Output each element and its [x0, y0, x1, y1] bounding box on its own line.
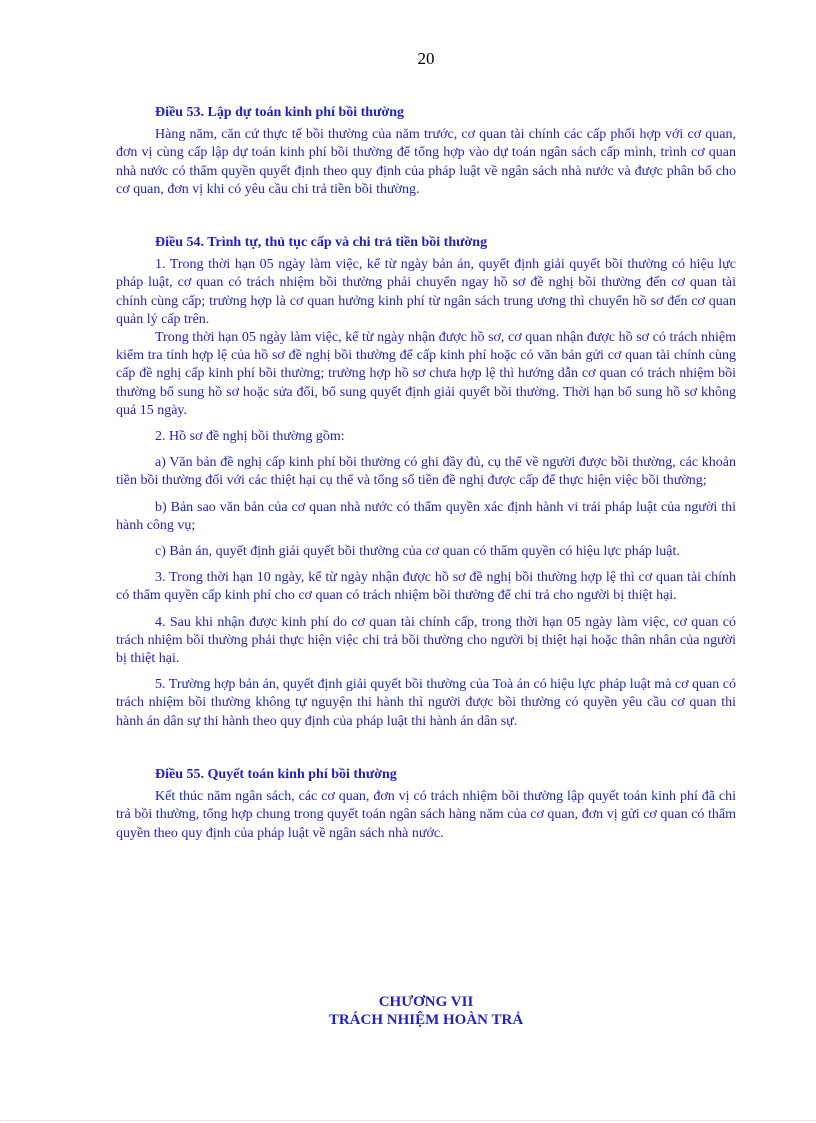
page-number: 20 [417, 49, 435, 68]
article-paragraph: Hàng năm, căn cứ thực tế bồi thường của năm trước, cơ quan tài chính các cấp phối hợp với cơ quan, đơn vị cùng cấp lập dự toán kinh phí bồi thường để tổng hợp vào dự toán ngân sách cấp mình, trình cơ quan nhà nước có thẩm quyền quyết định theo quy định của pháp luật về ngân sách nhà nước và được phân bổ cho cơ quan, đơn vị khi có yêu cầu chi trả tiền bồi thường. [116, 127, 736, 197]
document-body [116, 104, 736, 843]
article-clause: c) Bản án, quyết định giải quyết bồi thường của cơ quan có thẩm quyền có hiệu lực pháp luật. [155, 544, 680, 560]
article-55 [116, 766, 736, 843]
article-paragraph: Trong thời hạn 05 ngày làm việc, kể từ ngày nhận được hồ sơ, cơ quan nhận được hồ sơ có trách nhiệm kiểm tra tính hợp lệ của hồ sơ đề nghị bồi thường để cấp kinh phí hoặc có văn bản gửi cơ quan tài chính cùng cấp đề nghị cấp kinh phí bồi thường; trường hợp hồ sơ chưa hợp lệ thì hướng dẫn cơ quan có trách nhiệm bồi thường bổ sung hồ sơ hoặc sửa đổi, bổ sung quyết định giải quyết bồi thường. Thời hạn bổ sung hồ sơ không quá 15 ngày. [116, 330, 736, 418]
article-paragraph: Kết thúc năm ngân sách, các cơ quan, đơn vị có trách nhiệm bồi thường lập quyết toán kinh phí đã chi trả bồi thường, tổng hợp chung trong quyết toán ngân sách hàng năm của cơ quan, đơn vị gửi cơ quan có thẩm quyền theo quy định của pháp luật về ngân sách nhà nước. [116, 789, 736, 841]
article-paragraph: 1. Trong thời hạn 05 ngày làm việc, kể từ ngày bản án, quyết định giải quyết bồi thường có hiệu lực pháp luật, cơ quan có trách nhiệm bồi thường phải chuyển ngay hồ sơ đề nghị bồi thường đến cơ quan tài chính cùng cấp; trường hợp là cơ quan hưởng kinh phí từ ngân sách trung ương thì chuyển hồ sơ đến cơ quan quản lý cấp trên. [116, 257, 736, 327]
article-54 [116, 234, 736, 731]
article-heading: Điều 55. Quyết toán kinh phí bồi thường [155, 766, 397, 782]
article-paragraph: 4. Sau khi nhận được kinh phí do cơ quan tài chính cấp, trong thời hạn 05 ngày làm việc, cơ quan có trách nhiệm bồi thường phải thực hiện việc chi trả bồi thường cho người bị thiệt hại hoặc thân nhân của người bị thiệt hại. [116, 614, 736, 667]
article-clause: a) Văn bản đề nghị cấp kinh phí bồi thường có ghi đầy đủ, cụ thể về người được bồi thường, các khoản tiền bồi thường đối với các thiệt hại cụ thể và tổng số tiền đề nghị được cấp để thực hiện việc bồi thường; [116, 455, 736, 489]
article-heading: Điều 54. Trình tự, thủ tục cấp và chi trả tiền bồi thường [155, 235, 488, 251]
chapter-title: TRÁCH NHIỆM HOÀN TRẢ [328, 1012, 524, 1028]
page-divider [0, 1120, 816, 1121]
article-heading: Điều 53. Lập dự toán kinh phí bồi thường [155, 105, 405, 120]
article-53 [116, 104, 736, 199]
article-paragraph: 3. Trong thời hạn 10 ngày, kể từ ngày nhận được hồ sơ đề nghị bồi thường hợp lệ thì cơ quan tài chính có thẩm quyền cấp kinh phí cho cơ quan có trách nhiệm bồi thường để chi trả cho người bị thiệt hại. [116, 570, 736, 604]
chapter-heading [0, 993, 816, 1029]
article-paragraph: 2. Hồ sơ đề nghị bồi thường gồm: [155, 429, 345, 445]
chapter-number: CHƯƠNG VII [378, 994, 474, 1010]
article-paragraph: 5. Trường hợp bản án, quyết định giải quyết bồi thường của Toà án có hiệu lực pháp luật mà cơ quan có trách nhiệm bồi thường không tự nguyện thi hành thì người được bồi thường có quyền yêu cầu cơ quan thi hành án dân sự thi hành theo quy định của pháp luật thi hành án dân sự. [116, 677, 736, 729]
article-clause: b) Bản sao văn bản của cơ quan nhà nước có thẩm quyền xác định hành vi trái pháp luật của người thi hành công vụ; [116, 499, 736, 533]
